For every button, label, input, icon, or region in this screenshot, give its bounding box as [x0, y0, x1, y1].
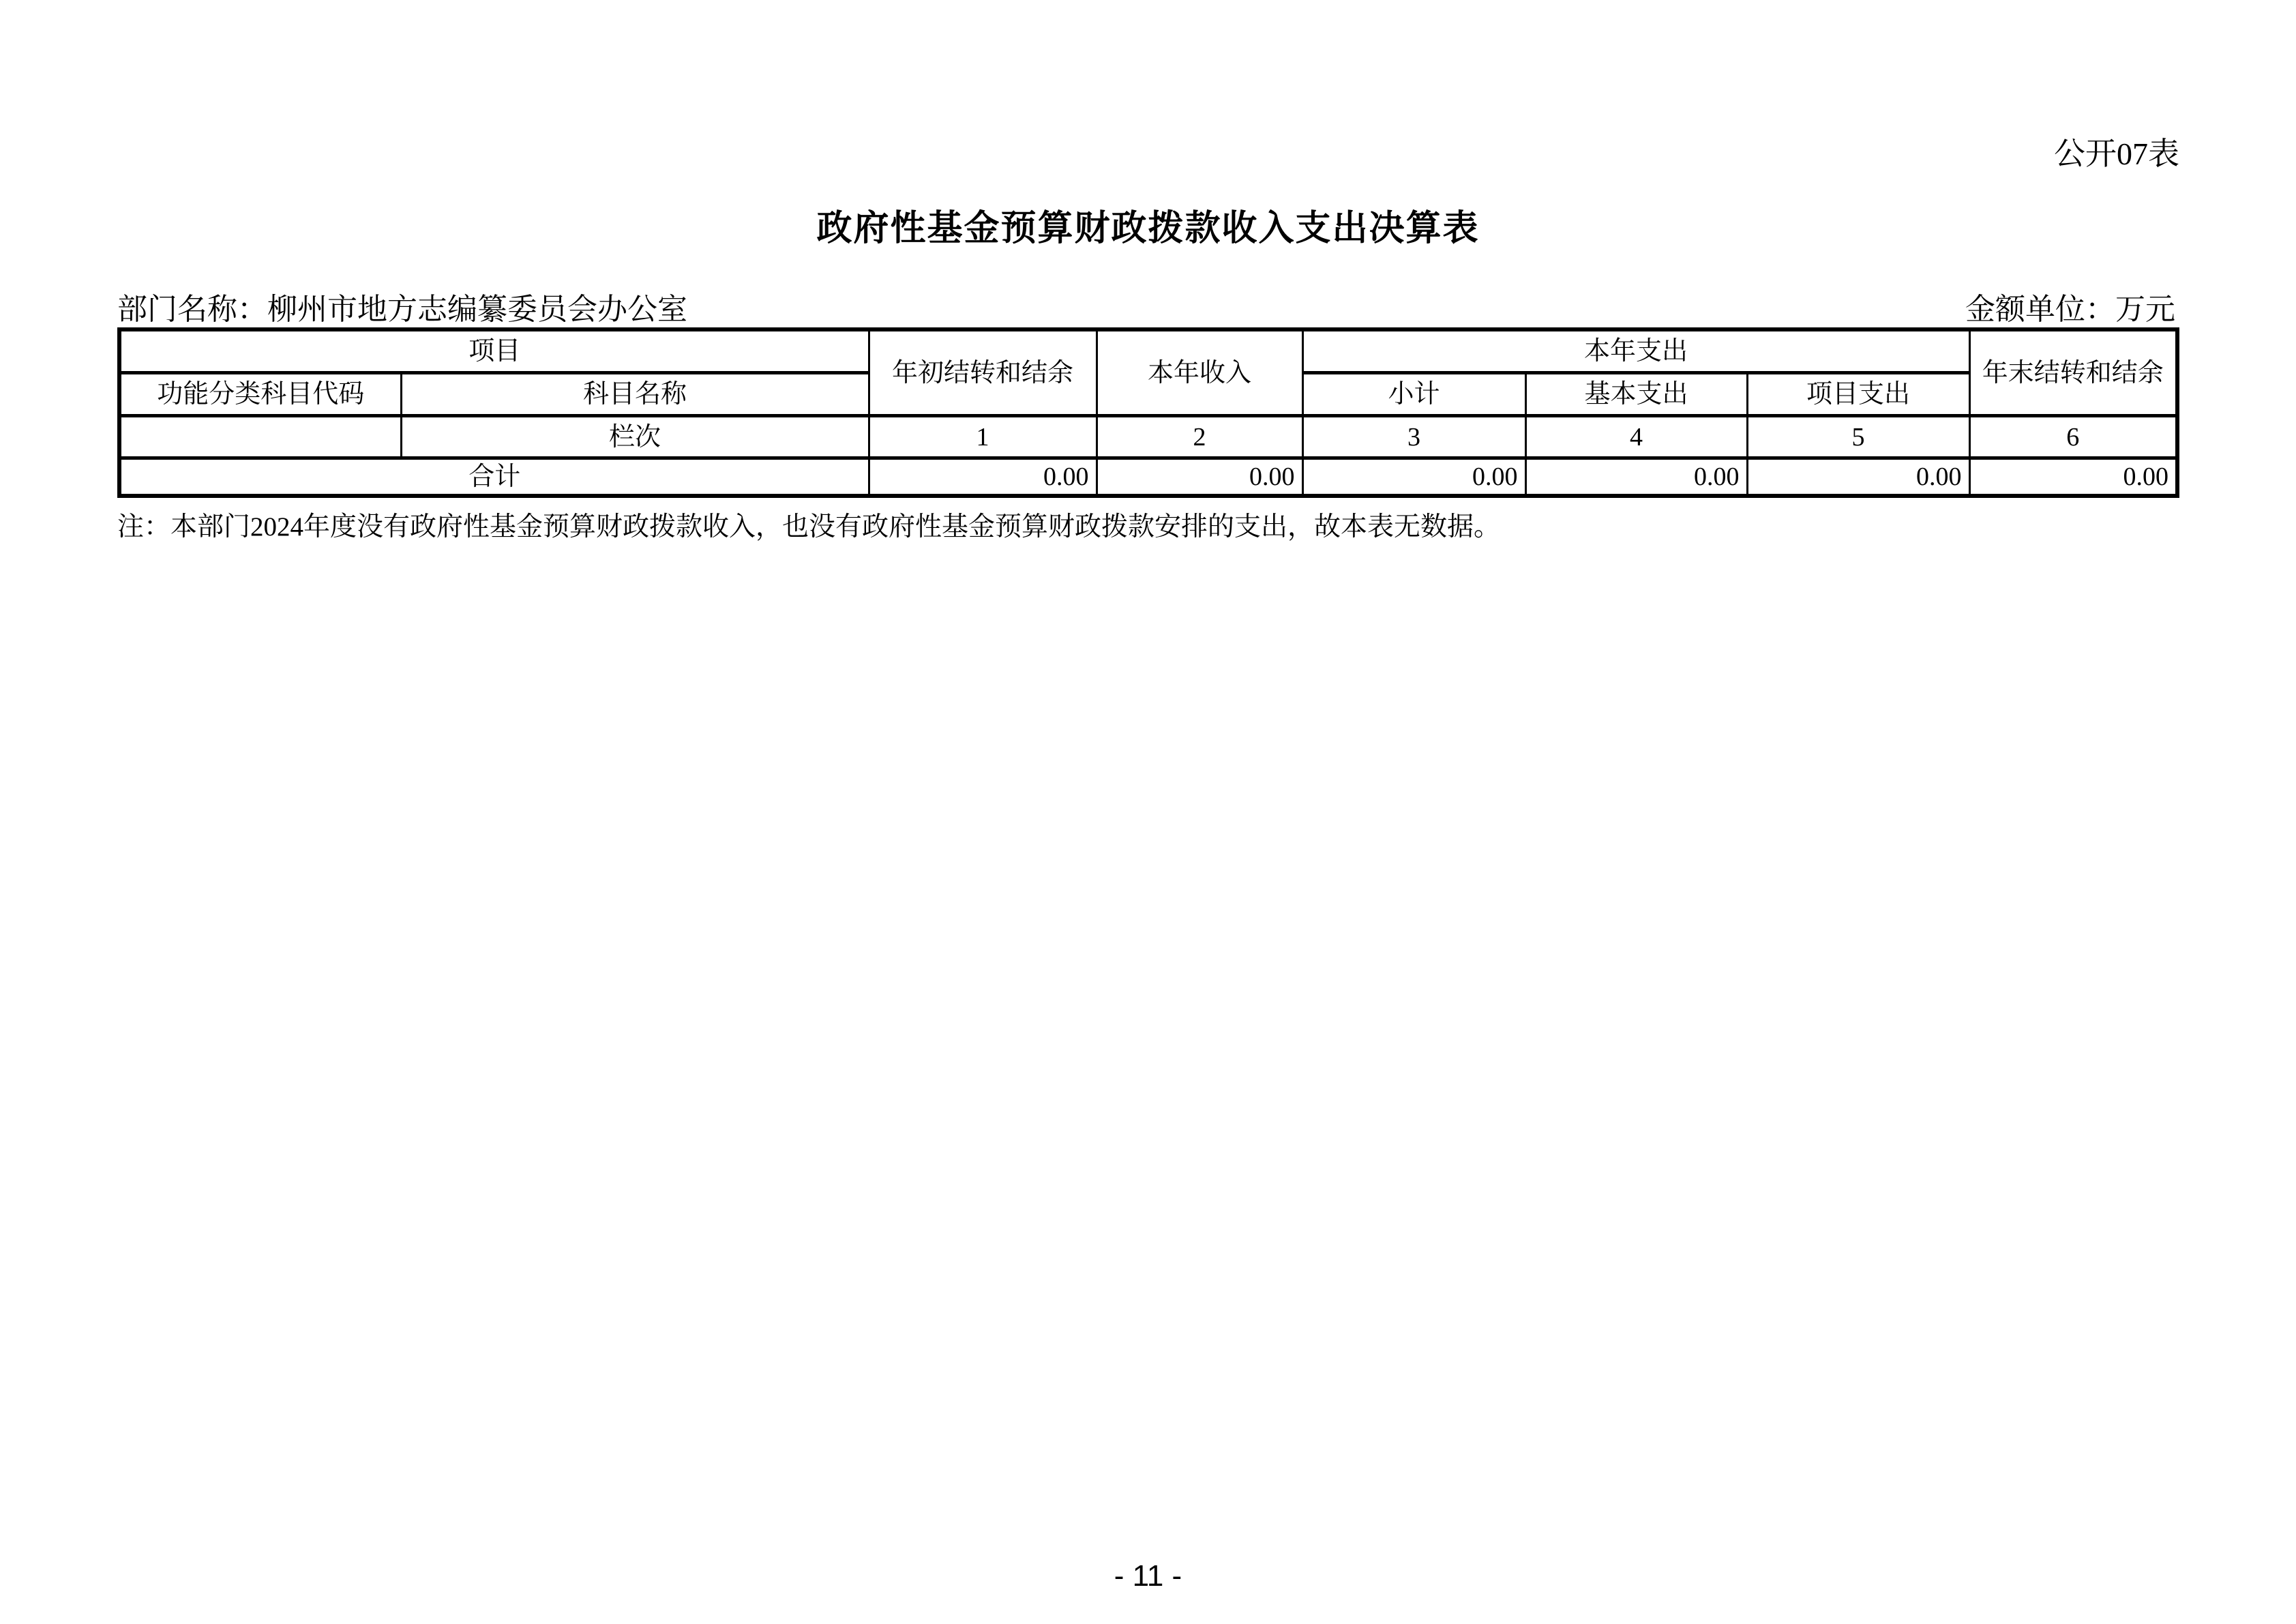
header-subtotal: 小计 [1302, 373, 1525, 416]
header-basic-expense: 基本支出 [1525, 373, 1747, 416]
total-row-label: 合计 [119, 458, 869, 497]
index-col-1: 1 [869, 416, 1097, 458]
header-begin-year-balance: 年初结转和结余 [869, 329, 1097, 416]
index-col-4: 4 [1525, 416, 1747, 458]
header-project-group: 项目 [119, 329, 869, 373]
index-col-6: 6 [1969, 416, 2177, 458]
fund-budget-table [117, 327, 2179, 498]
total-expense-subtotal: 0.00 [1302, 458, 1525, 497]
total-project-expense: 0.00 [1747, 458, 1969, 497]
header-expense-group: 本年支出 [1302, 329, 1969, 373]
total-row [119, 458, 2177, 497]
header-current-year-income: 本年收入 [1097, 329, 1302, 416]
header-end-year-balance: 年末结转和结余 [1969, 329, 2177, 416]
unit-label: 金额单位：万元 [1965, 293, 2175, 326]
page-title: 政府性基金预算财政拨款收入支出决算表 [816, 209, 1480, 248]
page-number: - 11 - [1114, 1559, 1182, 1593]
column-index-row [119, 416, 2177, 458]
index-col-2: 2 [1097, 416, 1302, 458]
header-function-code: 功能分类科目代码 [119, 373, 401, 416]
sheet-label: 公开07表 [2054, 136, 2179, 171]
total-end-year-balance: 0.00 [1969, 458, 2177, 497]
index-row-label: 栏次 [401, 416, 869, 458]
index-row-empty-cell [119, 416, 401, 458]
index-col-5: 5 [1747, 416, 1969, 458]
total-begin-year-balance: 0.00 [869, 458, 1097, 497]
meta-row [117, 292, 2175, 327]
header-project-expense: 项目支出 [1747, 373, 1969, 416]
header-subject-name: 科目名称 [401, 373, 869, 416]
department-name: 部门名称：柳州市地方志编纂委员会办公室 [117, 293, 687, 326]
table-note: 注：本部门2024年度没有政府性基金预算财政拨款收入，也没有政府性基金预算财政拨款安排的支出，故本表无数据。 [117, 512, 1501, 542]
total-basic-expense: 0.00 [1525, 458, 1747, 497]
index-col-3: 3 [1302, 416, 1525, 458]
header-row-1 [119, 329, 2177, 373]
total-current-year-income: 0.00 [1097, 458, 1302, 497]
